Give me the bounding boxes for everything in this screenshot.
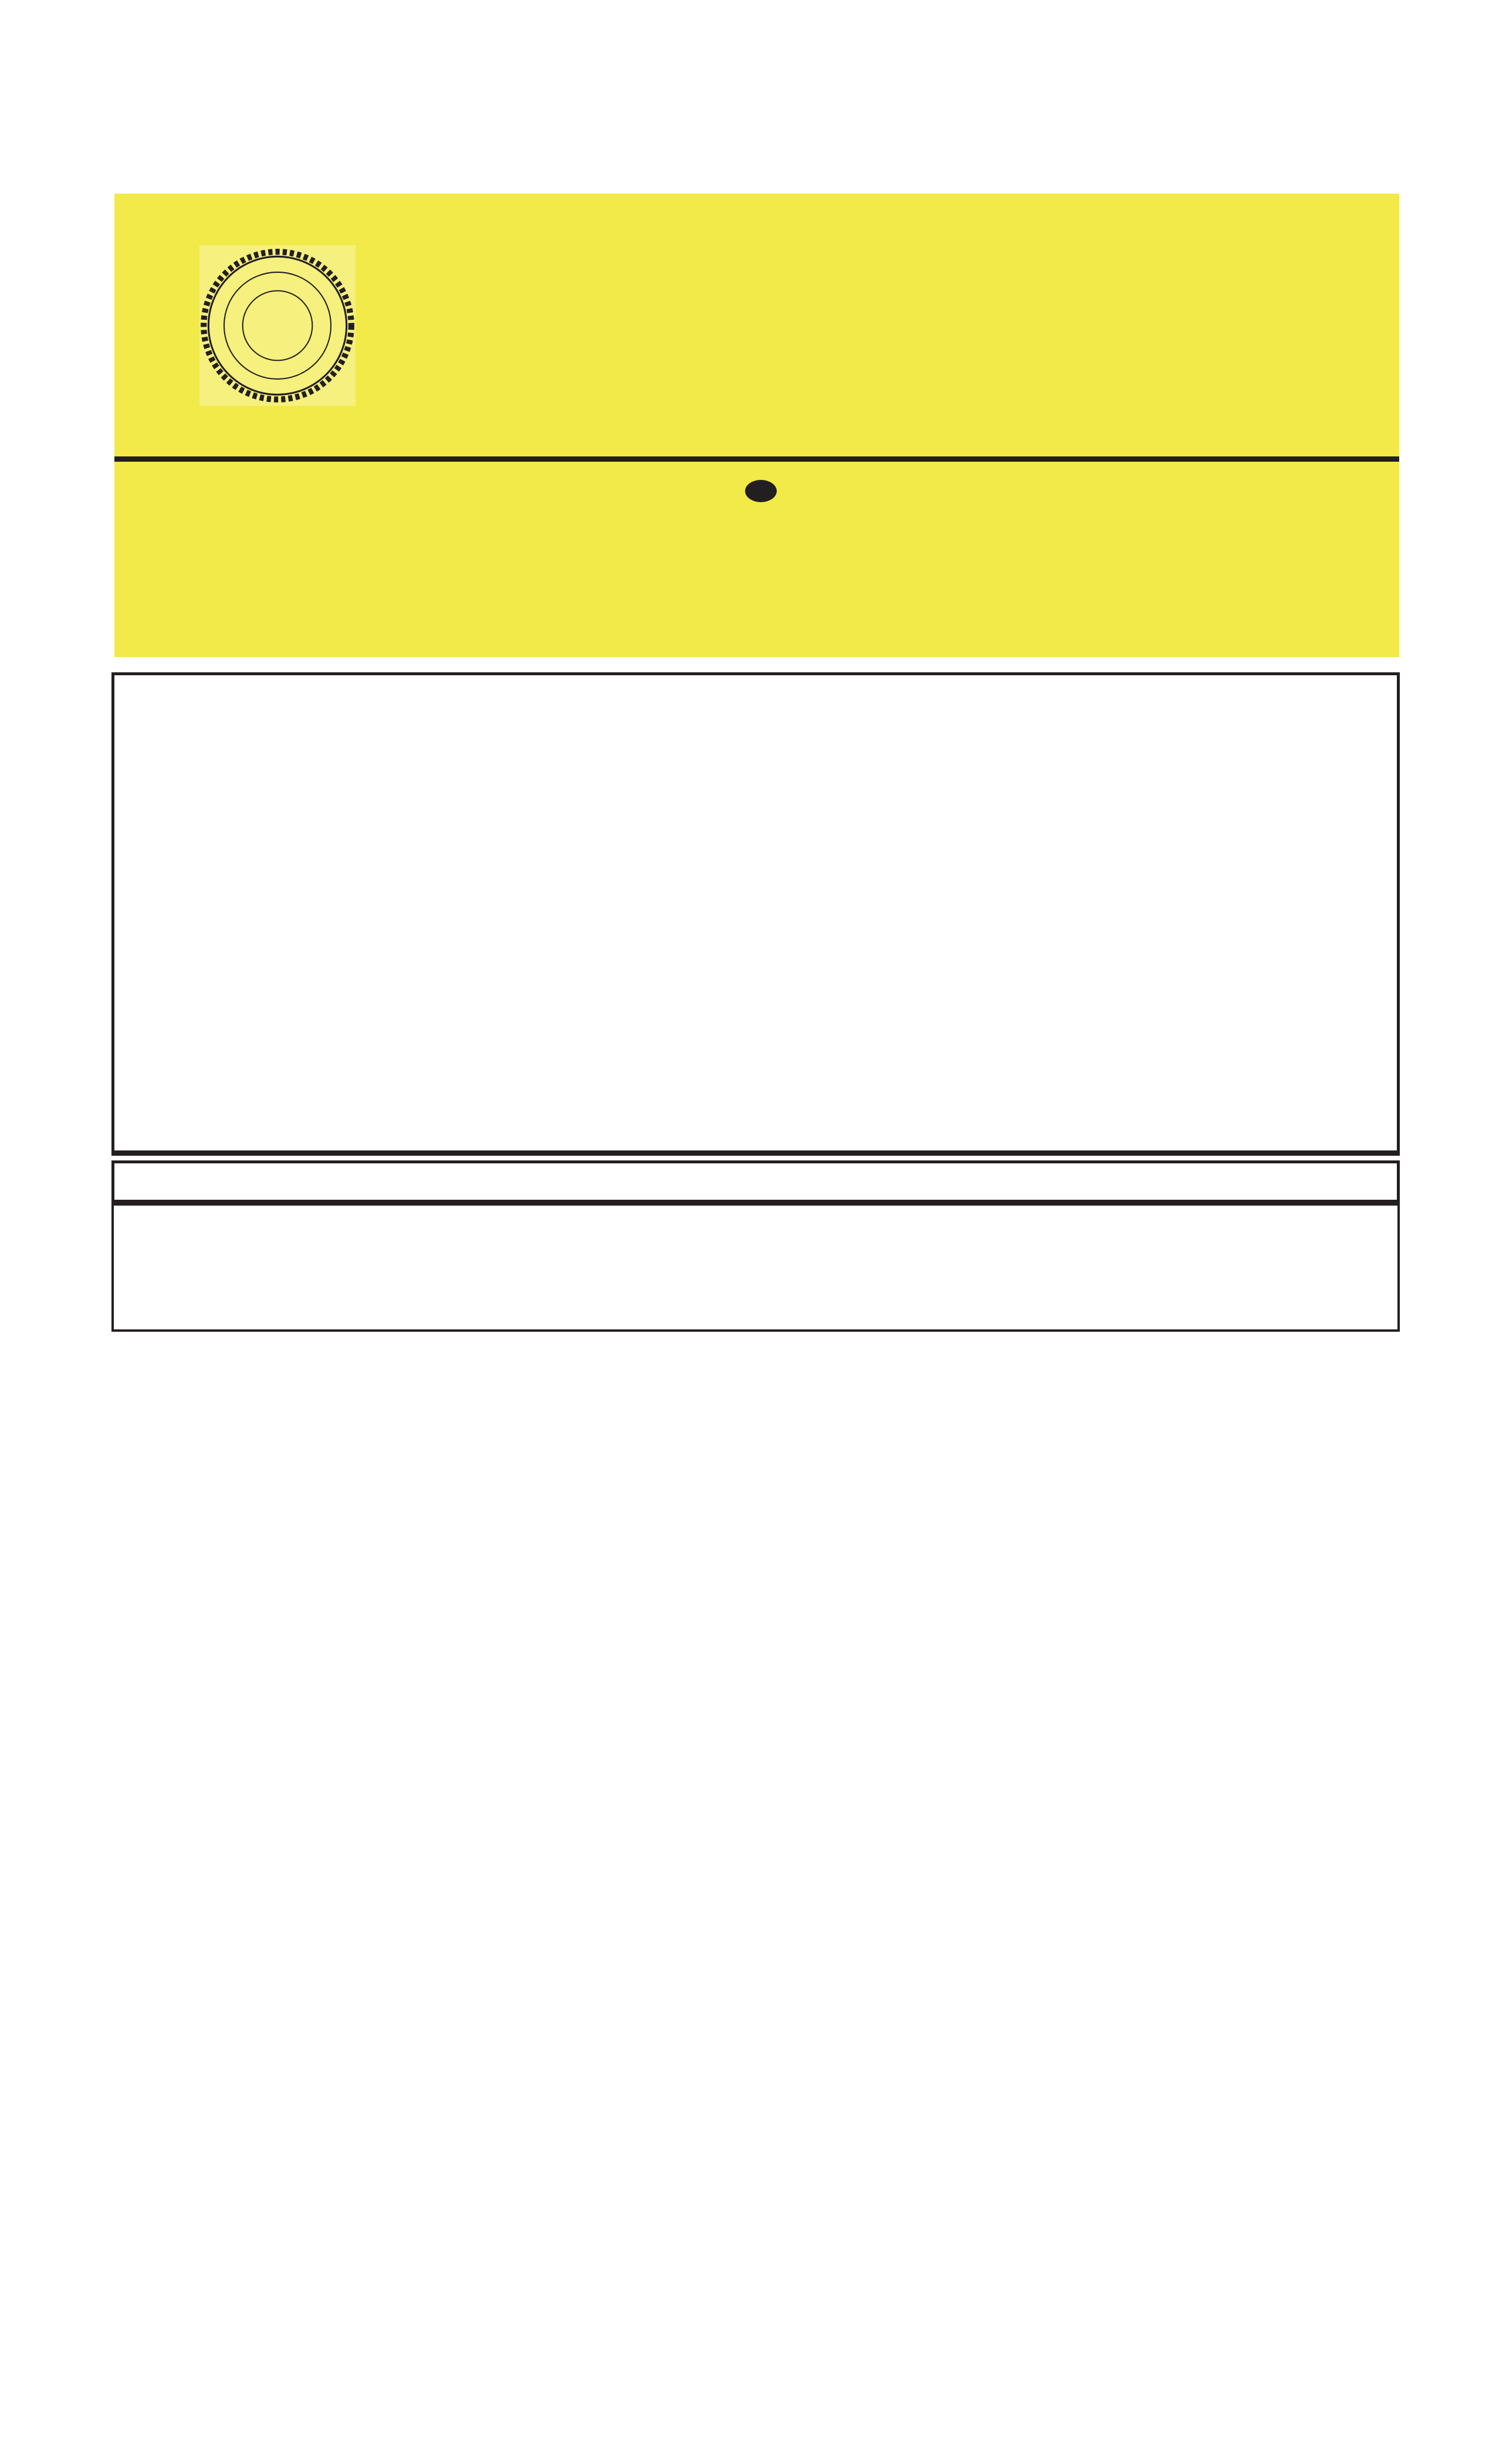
- filled-oval-example: [745, 480, 777, 502]
- candidates-section: [111, 672, 1400, 1156]
- header-divider-line: [114, 456, 1399, 462]
- city-seal: [199, 245, 356, 406]
- ballot-header: [114, 194, 1399, 657]
- ballot-questions-header: [111, 1160, 1400, 1203]
- voter-instructions: [114, 462, 1399, 657]
- ballot-questions-instructions: [111, 1203, 1400, 1332]
- clerk-signature-block: [1018, 370, 1299, 372]
- instruction-line-a: [114, 478, 1399, 502]
